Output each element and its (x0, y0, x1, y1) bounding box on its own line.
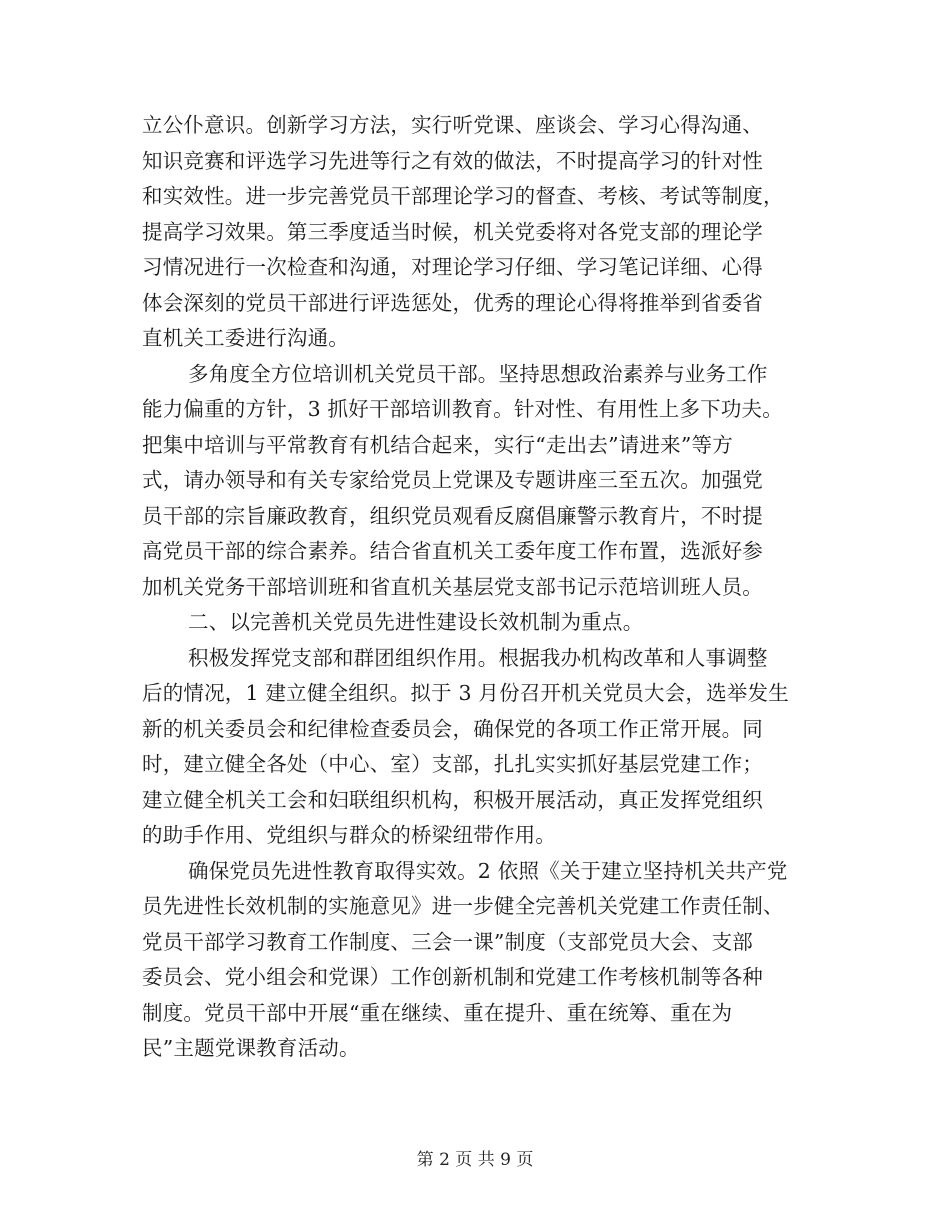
text-line: 新的机关委员会和纪律检查委员会，确保党的各项工作正常开展。同 (142, 716, 763, 741)
text-line: 积极发挥党支部和群团组织作用。根据我办机构改革和人事调整 (188, 645, 768, 670)
text-line: 时，建立健全各处（中心、室）支部，扎扎实实抓好基层党建工作； (142, 752, 763, 776)
text-line: 体会深刻的党员干部进行评选惩处，优秀的理论心得将推举到省委省 (142, 290, 763, 315)
text-line: 把集中培训与平常教育有机结合起来，实行“走出去”请进来”等方 (142, 432, 733, 457)
text-line: 二、以完善机关党员先进性建设长效机制为重点。 (188, 610, 644, 634)
text-line: 员先进性长效机制的实施意见》进一步健全完善机关党建工作责任制、 (142, 894, 784, 918)
text-line: 确保党员先进性教育取得实效。2 依照《关于建立坚持机关共产党 (188, 858, 788, 883)
text-line: 多角度全方位培训机关党员干部。坚持思想政治素养与业务工作 (188, 361, 768, 386)
page-footer: 第 2 页 共 9 页 (416, 1150, 534, 1170)
text-line: 和实效性。进一步完善党员干部理论学习的督查、考核、考试等制度， (142, 184, 784, 208)
text-line: 加机关党务干部培训班和省直机关基层党支部书记示范培训班人员。 (142, 574, 763, 599)
text-line: 知识竞赛和评选学习先进等行之有效的做法，不时提高学习的针对性 (142, 148, 763, 173)
text-line: 委员会、党小组会和党课）工作创新机制和党建工作考核机制等各种 (142, 965, 763, 989)
text-line: 党员干部学习教育工作制度、三会一课”制度（支部党员大会、支部 (142, 929, 753, 954)
text-line: 民”主题党课教育活动。 (142, 1036, 360, 1060)
document-body (142, 108, 822, 1067)
text-line: 直机关工委进行沟通。 (142, 326, 349, 350)
text-line: 提高学习效果。第三季度适当时候，机关党委将对各党支部的理论学 (142, 219, 763, 244)
text-line: 立公仆意识。创新学习方法，实行听党课、座谈会、学习心得沟通、 (142, 113, 763, 137)
text-line: 的助手作用、党组织与群众的桥梁纽带作用。 (142, 823, 556, 847)
text-line: 能力偏重的方针，3 抓好干部培训教育。针对性、有用性上多下功夫。 (142, 397, 783, 421)
text-line: 建立健全机关工会和妇联组织机构，积极开展活动，真正发挥党组织 (142, 787, 763, 812)
text-line: 高党员干部的综合素养。结合省直机关工委年度工作布置，选派好参 (142, 539, 763, 563)
text-line: 式，请办领导和有关专家给党员上党课及专题讲座三至五次。加强党 (142, 468, 763, 492)
text-line: 制度。党员干部中开展“重在继续、重在提升、重在统筹、重在为 (142, 1000, 733, 1025)
text-line: 员干部的宗旨廉政教育，组织党员观看反腐倡廉警示教育片，不时提 (142, 503, 763, 528)
text-line: 习情况进行一次检查和沟通，对理论学习仔细、学习笔记详细、心得 (142, 255, 763, 279)
text-line: 后的情况，1 建立健全组织。拟于 3 月份召开机关党员大会，选举发生 (142, 681, 789, 705)
